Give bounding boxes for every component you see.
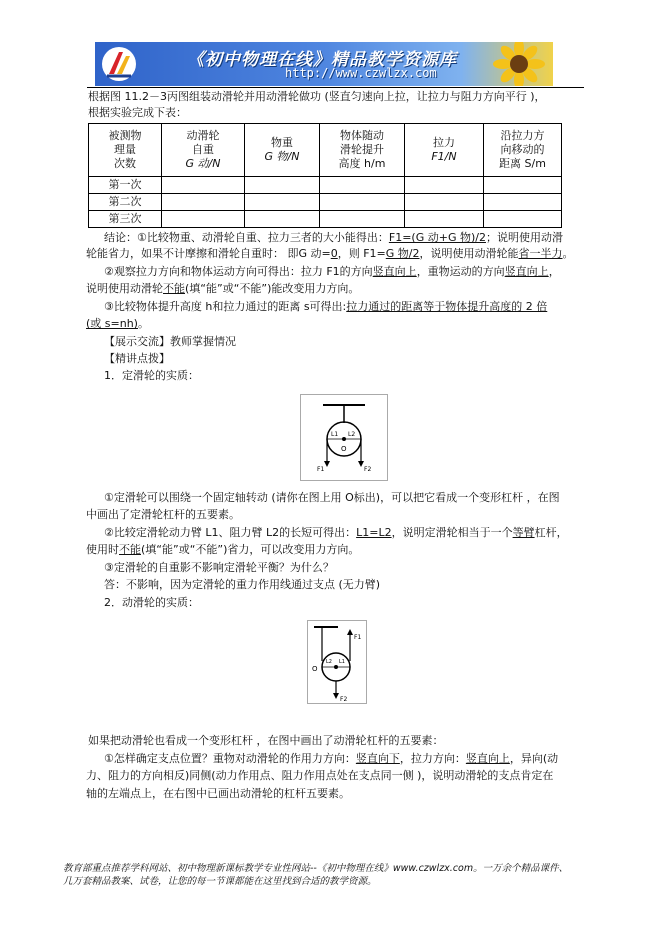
movable-q2: ①怎样确定支点位置？重物对动滑轮的作用力方向：竖直向下，拉力方向：竖直向上，异向(动 bbox=[104, 752, 559, 765]
show-heading: 【展示交流】教师掌握情况 bbox=[104, 335, 236, 348]
intro-line-2: 根据实验完成下表： bbox=[88, 106, 187, 119]
header-cell-quantity: 被测物 理量 次数 bbox=[89, 124, 162, 177]
lecture-heading: 【精讲点拨】 bbox=[104, 352, 170, 365]
section-1-title: 1．定滑轮的实质： bbox=[104, 369, 199, 382]
table-cell bbox=[320, 177, 405, 194]
table-cell bbox=[162, 177, 245, 194]
table-cell bbox=[320, 194, 405, 211]
conclusion-3: ②观察拉力方向和物体运动方向可得出：拉力 F1的方向竖直向上，重物运动的方向竖直向上， bbox=[104, 265, 560, 278]
table-row bbox=[89, 211, 562, 228]
fixed-p1b: 中画出了定滑轮杠杆的五要素。 bbox=[86, 508, 240, 521]
table-cell bbox=[405, 194, 484, 211]
svg-text:F2: F2 bbox=[364, 466, 372, 473]
table-cell bbox=[484, 211, 562, 228]
table-cell bbox=[162, 194, 245, 211]
footer-line-2: 几万套精品教案、试卷，让您的每一节课都能在这里找到合适的教学资源。 bbox=[63, 876, 377, 887]
table-row bbox=[89, 177, 562, 194]
fixed-p3: 使用时不能(填“能”或“不能”)省力，可以改变用力方向。 bbox=[86, 543, 360, 556]
fixed-p5: 答：不影响，因为定滑轮的重力作用线通过支点 (无力臂) bbox=[104, 578, 381, 591]
svg-text:F2: F2 bbox=[340, 696, 348, 703]
fixed-pulley-diagram bbox=[301, 395, 387, 480]
intro-line-1: 根据图 11.2－3丙图组装动滑轮并用动滑轮做功 (竖直匀速向上拉，让拉力与阻力方向平行 )， bbox=[88, 90, 546, 103]
table-cell bbox=[405, 177, 484, 194]
svg-text:L1: L1 bbox=[331, 431, 339, 438]
conclusion-4: 说明使用动滑轮不能(填“能”或“不能”)能改变用力方向。 bbox=[86, 282, 360, 295]
svg-text:L2: L2 bbox=[326, 659, 332, 665]
conclusion-6: (或 s=nh)。 bbox=[86, 317, 149, 330]
table-cell bbox=[405, 211, 484, 228]
fixed-pulley-figure bbox=[300, 394, 388, 481]
conclusion-2: 轮能省力，如果不计摩擦和滑轮自重时： 即G 动=0，则 F1=G 物/2，说明使用动滑轮能省一半力。 bbox=[86, 247, 574, 260]
header-cell-object-weight: 物重 G 物/N bbox=[245, 124, 320, 177]
table-cell bbox=[484, 194, 562, 211]
table-cell bbox=[320, 211, 405, 228]
header-cell-pulley-weight: 动滑轮 自重 G 动/N bbox=[162, 124, 245, 177]
svg-text:F1: F1 bbox=[317, 466, 325, 473]
table-row bbox=[89, 194, 562, 211]
movable-q3: 力、阻力的方向相反)同侧(动力作用点、阻力作用点处在支点同一侧 )，说明动滑轮的支点肯定在 bbox=[86, 769, 554, 782]
movable-pulley-diagram bbox=[308, 621, 366, 703]
header-banner bbox=[95, 42, 553, 86]
table-cell bbox=[162, 211, 245, 228]
svg-text:L2: L2 bbox=[348, 431, 356, 438]
movable-q1: 如果把动滑轮也看成一个变形杠杆 ，在图中画出了动滑轮杠杆的五要素： bbox=[88, 734, 444, 747]
site-logo-icon bbox=[101, 46, 137, 82]
table-cell bbox=[245, 194, 320, 211]
movable-q4: 轴的左端点上，在右图中已画出动滑轮的杠杆五要素。 bbox=[86, 787, 350, 800]
experiment-table bbox=[88, 123, 562, 228]
table-cell bbox=[245, 177, 320, 194]
conclusion-1: 结论：①比较物重、动滑轮自重、拉力三者的大小能得出：F1=(G 动+G 物)/2；说明使用动滑 bbox=[104, 231, 563, 244]
svg-text:L1: L1 bbox=[339, 659, 345, 665]
table-header-row bbox=[89, 124, 562, 177]
banner-url[interactable]: http://www.czwlzx.com bbox=[285, 66, 437, 80]
svg-text:O: O bbox=[312, 665, 318, 673]
page-footer bbox=[63, 862, 603, 888]
fixed-p1a: ①定滑轮可以围绕一个固定轴转动 (请你在图上用 O标出)，可以把它看成一个变形杠杆 ，在图 bbox=[104, 491, 560, 504]
banner-title: 《初中物理在线》精品教学资源库 bbox=[187, 50, 457, 70]
header-cell-height: 物体随动 滑轮提升 高度 h/m bbox=[320, 124, 405, 177]
row-label: 第一次 bbox=[89, 177, 162, 194]
row-label: 第二次 bbox=[89, 194, 162, 211]
table-cell bbox=[245, 211, 320, 228]
header-rule bbox=[87, 87, 584, 88]
svg-text:F1: F1 bbox=[354, 634, 362, 641]
row-label: 第三次 bbox=[89, 211, 162, 228]
header-cell-pull-force: 拉力 F1/N bbox=[405, 124, 484, 177]
header-cell-distance: 沿拉力方 向移动的 距离 S/m bbox=[484, 124, 562, 177]
footer-line-1: 教育部重点推荐学科网站、初中物理新课标教学专业性网站--《初中物理在线》www.czwlzx.com。一万余个精品课件、 bbox=[63, 863, 569, 874]
fixed-p2: ②比较定滑轮动力臂 L1、阻力臂 L2的长短可得出：L1=L2，说明定滑轮相当于一个等臂杠杆， bbox=[104, 526, 568, 539]
sunflower-icon bbox=[489, 42, 549, 86]
fixed-p4: ③定滑轮的自重影不影响定滑轮平衡？为什么？ bbox=[104, 561, 334, 574]
conclusion-5: ③比较物体提升高度 h和拉力通过的距离 s可得出:拉力通过的距离等于物体提升高度的 2 倍 bbox=[104, 300, 548, 313]
svg-text:O: O bbox=[341, 445, 347, 453]
table-cell bbox=[484, 177, 562, 194]
movable-pulley-figure bbox=[307, 620, 367, 704]
section-2-title: 2．动滑轮的实质： bbox=[104, 596, 199, 609]
